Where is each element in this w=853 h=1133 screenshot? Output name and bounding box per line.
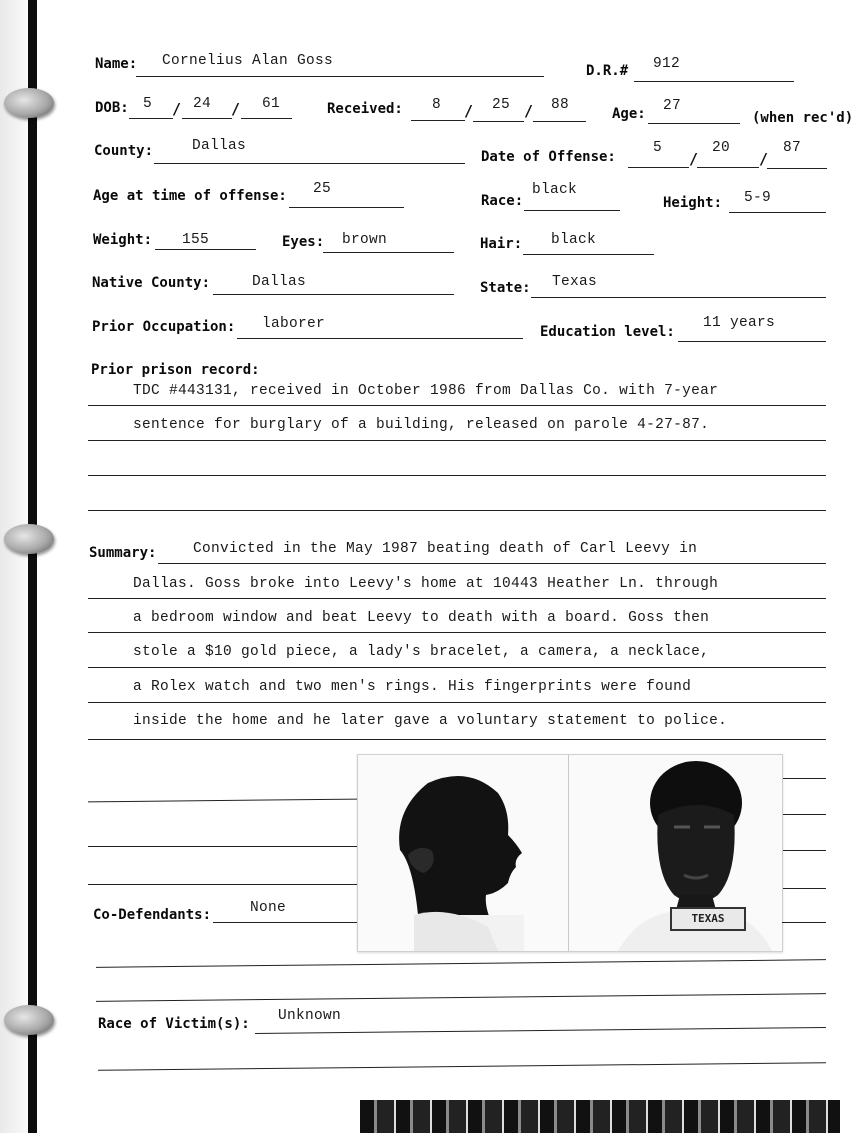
- dob-day: 24: [193, 96, 212, 112]
- race-value: black: [532, 182, 578, 198]
- education-value: 11 years: [703, 315, 776, 331]
- dob-month-rule: [129, 118, 173, 119]
- received-month: 8: [432, 97, 442, 113]
- scan-edge-artifact: [360, 1100, 840, 1133]
- county-rule: [154, 163, 465, 164]
- profile-silhouette: [399, 776, 524, 951]
- dr-rule: [634, 81, 794, 82]
- victim-race-value: Unknown: [278, 1008, 342, 1024]
- mugshot-photo: [357, 754, 783, 952]
- offense-day: 20: [712, 140, 731, 156]
- received-month-rule: [411, 120, 465, 121]
- state-rule: [531, 297, 826, 298]
- dob-label: DOB:: [95, 100, 129, 116]
- race-rule: [524, 210, 620, 211]
- weight-label: Weight:: [93, 232, 153, 248]
- state-value: Texas: [552, 274, 598, 290]
- summary-line-2: Dallas. Goss broke into Leevy's home at 10443 Heather Ln. through: [133, 576, 719, 592]
- binder-edge: [28, 0, 37, 1133]
- prior-record-label: Prior prison record:: [91, 362, 260, 378]
- height-value: 5-9: [744, 190, 772, 206]
- eyes-rule: [323, 252, 454, 253]
- offense-day-rule: [697, 167, 759, 168]
- dob-year-rule: [241, 118, 292, 119]
- name-value: Cornelius Alan Goss: [162, 53, 334, 69]
- height-rule: [729, 212, 826, 213]
- weight-rule: [155, 249, 256, 250]
- height-label: Height:: [663, 195, 723, 211]
- name-rule: [136, 76, 544, 77]
- native-county-value: Dallas: [252, 274, 307, 290]
- summary-label: Summary:: [89, 545, 157, 561]
- native-county-label: Native County:: [92, 275, 211, 291]
- summary-line-5: a Rolex watch and two men's rings. His fingerprints were found: [133, 679, 692, 695]
- victim-race-label: Race of Victim(s):: [98, 1016, 250, 1032]
- age-offense-rule: [289, 207, 404, 208]
- weight-value: 155: [182, 232, 210, 248]
- prior-record-line-2: sentence for burglary of a building, released on parole 4-27-87.: [133, 417, 710, 433]
- eyes-value: brown: [342, 232, 388, 248]
- age-rule: [648, 123, 740, 124]
- age-offense-label: Age at time of offense:: [93, 188, 287, 204]
- codefendants-value: None: [250, 900, 287, 916]
- state-plate: TEXAS: [670, 907, 746, 931]
- received-year: 88: [551, 97, 570, 113]
- received-year-rule: [533, 121, 586, 122]
- offense-month-rule: [628, 167, 689, 168]
- hair-label: Hair:: [480, 236, 523, 252]
- hair-rule: [523, 254, 654, 255]
- binder-ring-bottom: [4, 1005, 54, 1035]
- binder-ring-top: [4, 88, 54, 118]
- county-label: County:: [94, 143, 154, 159]
- age-value: 27: [663, 98, 682, 114]
- dob-day-rule: [182, 118, 232, 119]
- occupation-rule: [237, 338, 523, 339]
- offense-year-rule: [767, 168, 827, 169]
- dob-year: 61: [262, 96, 281, 112]
- dr-value: 912: [653, 56, 681, 72]
- received-label: Received:: [327, 101, 403, 117]
- received-day: 25: [492, 97, 511, 113]
- offense-date-label: Date of Offense:: [481, 149, 616, 165]
- hair-value: black: [551, 232, 597, 248]
- age-note: (when rec'd): [752, 110, 853, 126]
- age-offense-value: 25: [313, 181, 332, 197]
- education-label: Education level:: [540, 324, 675, 340]
- summary-line-3: a bedroom window and beat Leevy to death with a board. Goss then: [133, 610, 710, 626]
- age-label: Age:: [612, 106, 646, 122]
- summary-line-6: inside the home and he later gave a voluntary statement to police.: [133, 713, 728, 729]
- codefendants-label: Co-Defendants:: [93, 907, 212, 923]
- name-label: Name:: [95, 56, 138, 72]
- binder-margin: [0, 0, 28, 1133]
- eyes-label: Eyes:: [282, 234, 325, 250]
- native-county-rule: [213, 294, 454, 295]
- race-label: Race:: [481, 193, 524, 209]
- occupation-value: laborer: [262, 316, 326, 332]
- summary-line-4: stole a $10 gold piece, a lady's bracelet, a camera, a necklace,: [133, 644, 710, 660]
- summary-line-1: Convicted in the May 1987 beating death of Carl Leevy in: [193, 541, 698, 557]
- occupation-label: Prior Occupation:: [92, 319, 236, 335]
- dob-month: 5: [143, 96, 153, 112]
- photo-divider: [568, 755, 569, 951]
- offense-month: 5: [653, 140, 663, 156]
- binder-ring-middle: [4, 524, 54, 554]
- prior-record-line-1: TDC #443131, received in October 1986 from Dallas Co. with 7-year: [133, 383, 719, 399]
- dr-label: D.R.#: [586, 63, 629, 79]
- received-day-rule: [473, 121, 524, 122]
- offense-year: 87: [783, 140, 802, 156]
- state-label: State:: [480, 280, 531, 296]
- county-value: Dallas: [192, 138, 247, 154]
- education-rule: [678, 341, 826, 342]
